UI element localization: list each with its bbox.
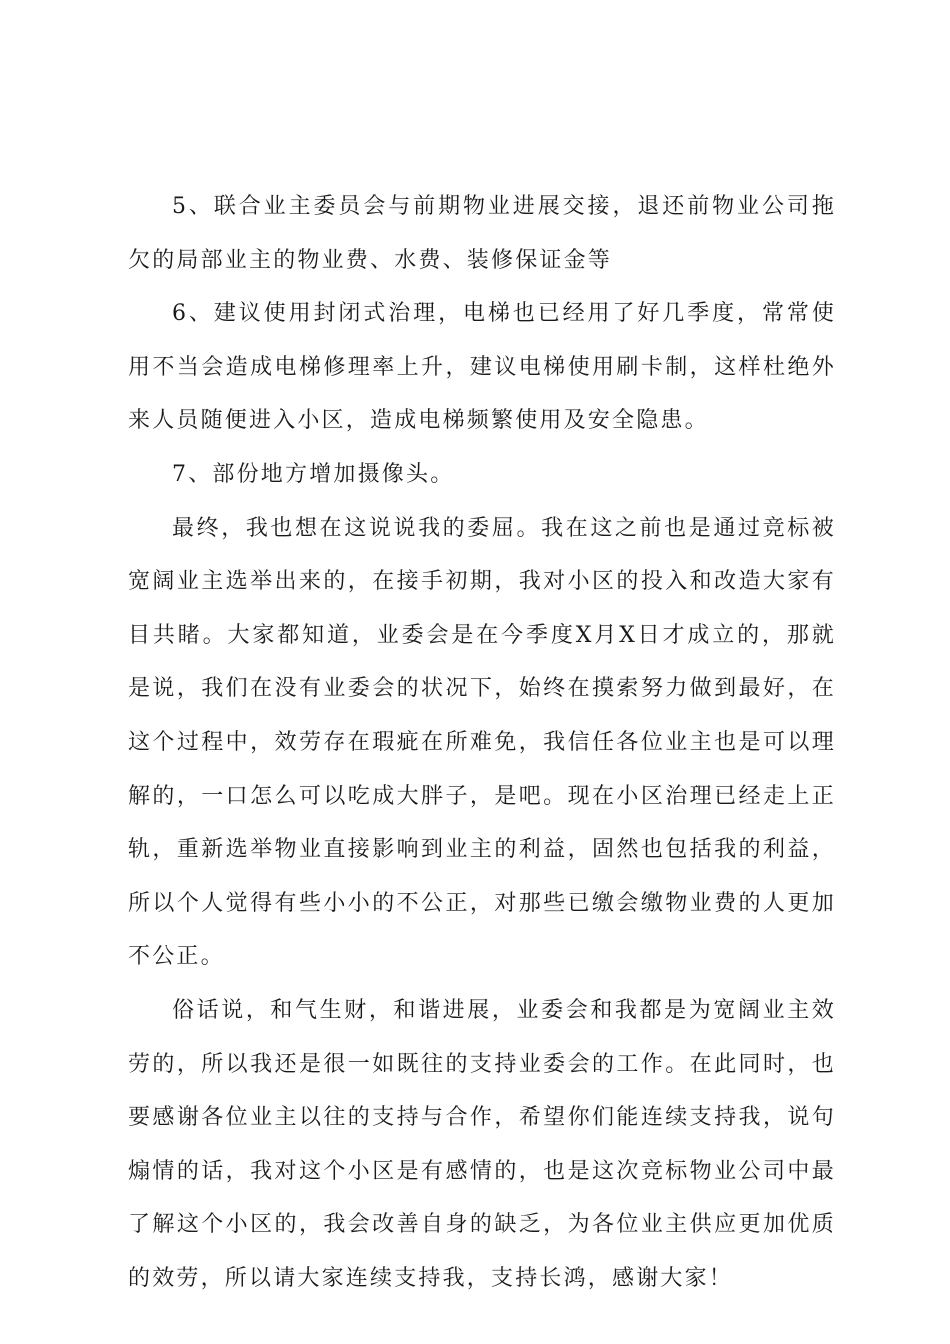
list-item-7: 7、部份地方增加摄像头。 [172, 461, 455, 487]
paragraph-closing: 俗话说，和气生财，和谐进展，业委会和我都是为宽阔业主效劳的，所以我还是很一如既往的支持业委会的工作。在此同时，也要感谢各位业主以往的支持与合作，希望你们能连续支持我，说句煽情的话，我对这个小区是有感情的，也是这次竞标物业公司中最了解这个小区的，我会改善自身的缺乏，为各位业主供应更加优质的效劳，所以请大家连续支持我，支持长鸿，感谢大家！ [128, 997, 836, 1291]
list-item-6: 6、建议使用封闭式治理，电梯也已经用了好几季度，常常使用不当会造成电梯修理率上升，建议电梯使用刷卡制，这样杜绝外来人员随便进入小区，造成电梯频繁使用及安全隐患。 [128, 301, 836, 434]
list-item-5: 5、联合业主委员会与前期物业进展交接，退还前物业公司拖欠的局部业主的物业费、水费、装修保证金等 [128, 194, 836, 273]
paragraph-grievance: 最终，我也想在这说说我的委屈。我在这之前也是通过竞标被宽阔业主选举出来的，在接手初期，我对小区的投入和改造大家有目共睹。大家都知道，业委会是在今季度X月X日才成立的，那就是说，我们在没有业委会的状况下，始终在摸索努力做到最好，在这个过程中，效劳存在瑕疵在所难免，我信任各位业主也是可以理解的，一口怎么可以吃成大胖子，是吧。现在小区治理已经走上正轨，重新选举物业直接影响到业主的利益，固然也包括我的利益，所以个人觉得有些小小的不公正，对那些已缴会缴物业费的人更加不公正。 [128, 515, 836, 970]
document-body [128, 180, 836, 1305]
